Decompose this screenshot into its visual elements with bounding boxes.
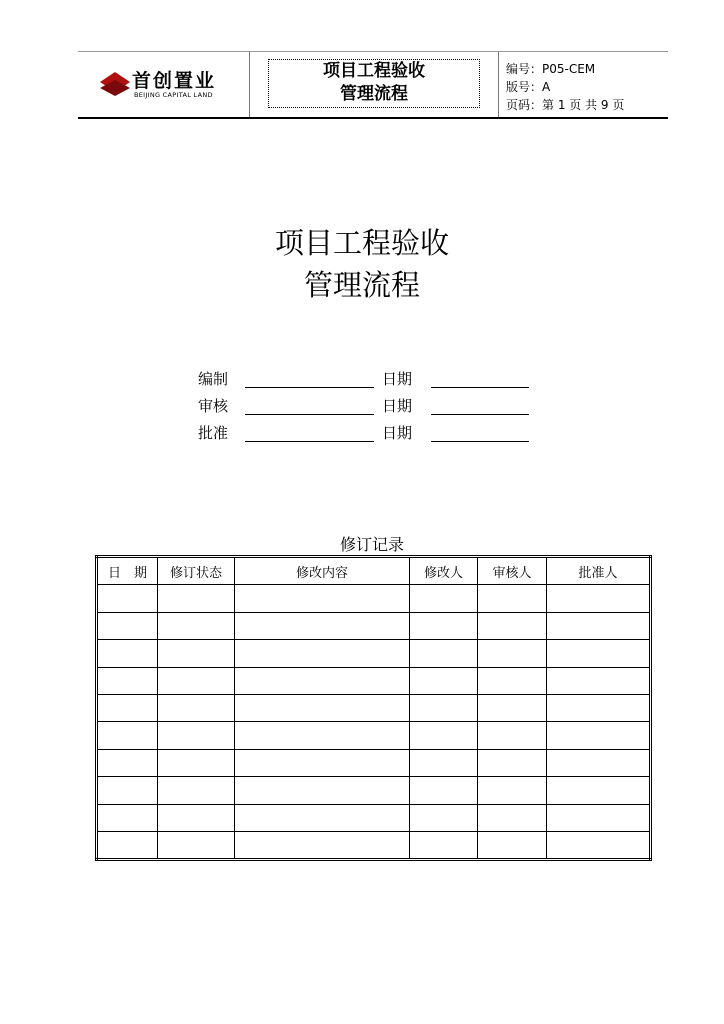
column-header: 日 期: [97, 557, 158, 585]
reviewed-date-field[interactable]: [431, 414, 529, 415]
table-cell[interactable]: [547, 804, 651, 831]
table-row: [97, 585, 651, 612]
logo-text-en: BEIJING CAPITAL LAND: [134, 91, 213, 99]
table-cell[interactable]: [235, 667, 410, 694]
prepared-by-label: 编制: [198, 370, 229, 388]
table-row: [97, 804, 651, 831]
table-cell[interactable]: [478, 831, 547, 859]
page-number: 页码：第 1 页 共 9 页: [506, 98, 625, 112]
table-cell[interactable]: [235, 749, 410, 776]
table-cell[interactable]: [547, 667, 651, 694]
reviewed-date-label: 日期: [382, 397, 413, 415]
table-cell[interactable]: [410, 777, 478, 804]
table-cell[interactable]: [97, 777, 158, 804]
table-cell[interactable]: [547, 777, 651, 804]
table-cell[interactable]: [410, 667, 478, 694]
revision-record-title: 修订记录: [339, 535, 404, 554]
logo-text-cn: 首创置业: [132, 70, 217, 92]
table-row: [97, 640, 651, 667]
header-title: [268, 59, 480, 108]
header-divider: [249, 52, 250, 117]
table-cell[interactable]: [478, 640, 547, 667]
table-cell[interactable]: [410, 804, 478, 831]
table-cell[interactable]: [235, 585, 410, 612]
table-row: [97, 667, 651, 694]
column-header: 修改内容: [235, 557, 410, 585]
table-cell[interactable]: [478, 749, 547, 776]
table-cell[interactable]: [410, 640, 478, 667]
table-cell[interactable]: [410, 831, 478, 859]
table-cell[interactable]: [158, 694, 235, 721]
table-cell[interactable]: [235, 777, 410, 804]
header-title-line1: 项目工程验收: [323, 61, 425, 81]
document-title-line1: 项目工程验收: [274, 226, 449, 260]
table-cell[interactable]: [547, 749, 651, 776]
company-logo: [100, 66, 230, 106]
table-cell[interactable]: [97, 667, 158, 694]
table-cell[interactable]: [97, 640, 158, 667]
table-cell[interactable]: [547, 640, 651, 667]
table-cell[interactable]: [235, 804, 410, 831]
table-cell[interactable]: [410, 694, 478, 721]
table-cell[interactable]: [547, 612, 651, 639]
reviewed-by-label: 审核: [198, 397, 229, 415]
approved-by-label: 批准: [198, 424, 229, 442]
header-info: [506, 60, 624, 114]
column-header: 修订状态: [158, 557, 235, 585]
column-header: 审核人: [478, 557, 547, 585]
prepared-by-field[interactable]: [245, 387, 374, 388]
prepared-date-label: 日期: [382, 370, 413, 388]
table-cell[interactable]: [158, 585, 235, 612]
table-cell[interactable]: [478, 804, 547, 831]
table-cell[interactable]: [547, 694, 651, 721]
table-row: [97, 612, 651, 639]
table-cell[interactable]: [410, 722, 478, 749]
header-top-rule: [78, 51, 668, 52]
header-title-line2: 管理流程: [340, 84, 408, 104]
approved-by-field[interactable]: [245, 441, 374, 442]
table-cell[interactable]: [478, 777, 547, 804]
table-cell[interactable]: [97, 722, 158, 749]
table-cell[interactable]: [410, 585, 478, 612]
prepared-date-field[interactable]: [431, 387, 529, 388]
table-cell[interactable]: [478, 612, 547, 639]
table-cell[interactable]: [97, 831, 158, 859]
document-title-line2: 管理流程: [303, 268, 420, 302]
table-cell[interactable]: [235, 722, 410, 749]
table-cell[interactable]: [158, 667, 235, 694]
table-cell[interactable]: [410, 612, 478, 639]
table-cell[interactable]: [158, 749, 235, 776]
table-cell[interactable]: [235, 694, 410, 721]
header-divider: [498, 52, 499, 117]
table-cell[interactable]: [97, 612, 158, 639]
table-row: [97, 694, 651, 721]
table-cell[interactable]: [158, 804, 235, 831]
approved-date-label: 日期: [382, 424, 413, 442]
table-cell[interactable]: [547, 831, 651, 859]
table-cell[interactable]: [158, 777, 235, 804]
table-row: [97, 777, 651, 804]
logo-mark-icon: [100, 72, 130, 96]
table-cell[interactable]: [158, 831, 235, 859]
table-cell[interactable]: [547, 585, 651, 612]
table-cell[interactable]: [410, 749, 478, 776]
header-bottom-rule: [78, 117, 668, 119]
table-header-row: [97, 557, 651, 585]
table-cell[interactable]: [235, 640, 410, 667]
table-cell[interactable]: [478, 722, 547, 749]
table-row: [97, 831, 651, 859]
table-cell[interactable]: [97, 804, 158, 831]
table-cell[interactable]: [478, 667, 547, 694]
doc-version: 版号：A: [506, 80, 551, 94]
approved-date-field[interactable]: [431, 441, 529, 442]
document-title: [0, 222, 724, 306]
table-cell[interactable]: [478, 694, 547, 721]
column-header: 批准人: [547, 557, 651, 585]
table-cell[interactable]: [97, 749, 158, 776]
table-row: [97, 722, 651, 749]
table-cell[interactable]: [158, 612, 235, 639]
table-cell[interactable]: [158, 640, 235, 667]
revision-table: [95, 555, 652, 861]
table-cell[interactable]: [547, 722, 651, 749]
column-header: 修改人: [410, 557, 478, 585]
table-cell[interactable]: [97, 694, 158, 721]
doc-code: 编号：P05-CEM: [506, 62, 596, 76]
table-cell[interactable]: [478, 585, 547, 612]
reviewed-by-field[interactable]: [245, 414, 374, 415]
table-cell[interactable]: [235, 831, 410, 859]
table-cell[interactable]: [97, 585, 158, 612]
table-cell[interactable]: [158, 722, 235, 749]
table-cell[interactable]: [235, 612, 410, 639]
table-row: [97, 749, 651, 776]
